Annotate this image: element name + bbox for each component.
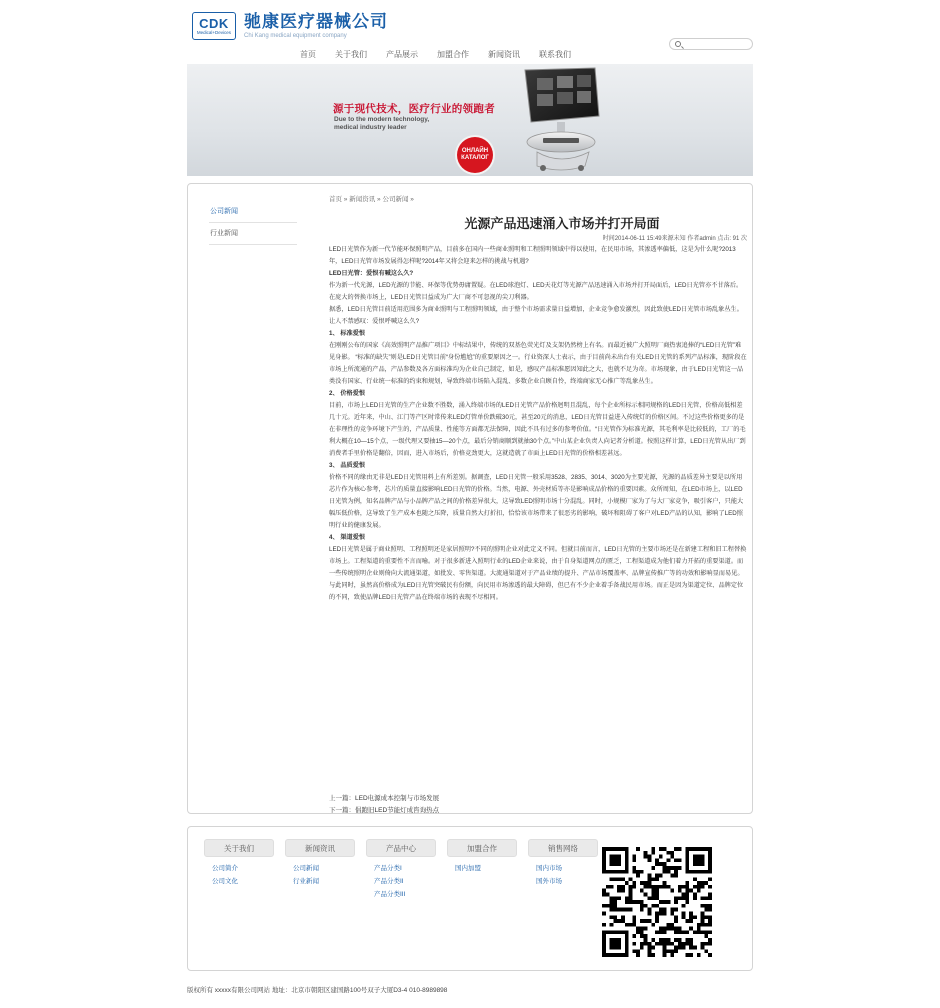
footer-link-list [366, 862, 436, 901]
qr-code-image [602, 847, 712, 957]
article-paragraph: 据悉，LED日光管目前适用范围多为商业照明与工程照明领域，由于整个市场需求量日益增加，企业竞争愈发激烈，因此致使LED日光管市场乱象丛生。让人不禁感叹：爱恨呼喊这么久? [329, 306, 743, 325]
company-name-en: Chi Kang medical equipment company [244, 33, 347, 39]
prev-article-link[interactable]: 上一篇：LED电源成本控制与市场发展 [329, 795, 440, 802]
logo-mark-text: CDK [199, 15, 229, 31]
hero-banner [187, 64, 753, 176]
footer-link[interactable]: 公司文化 [212, 878, 238, 885]
sidebar [209, 201, 297, 245]
main-nav [300, 49, 590, 61]
article-paragraph: LED日光管作为新一代节能环保照明产品，目前多在国内一些商业照明和工程照明领域中得以使用，在民用市场，其渗透率偏低，这是为什么呢?2013年，LED日光管市场发展得怎样呢?2014年又将会迎来怎样的挑战与机遇? [329, 246, 736, 265]
footer-link-list [528, 862, 598, 888]
banner-slogan-cn: 源于现代技术，医疗行业的领跑者 [333, 103, 495, 115]
copyright-text: 版权所有 xxxxx有限公司网站 地址：北京市朝阳区建国路100号双子大厦D3-4 010-8989898 [187, 987, 448, 994]
article-body [329, 244, 747, 604]
article-paragraph: 作为新一代光源，LED光源的节能、环保等优势毋庸置疑。在LED球泡灯、LED天花灯等光源产品迅速涌入市场并打开局面后，LED日光管亦不甘落后。在庞大的替换市场上，LED日光管目益成为广大厂商不可忽视的尖刀利器。 [329, 282, 743, 301]
article-paragraph: LED日光管是属于商业照明、工程照明还是家居照明?不同的照明企业对此定义不同。但就目前而言，LED日光管的主要市场还是在新建工程和旧工程替换市场上。工程渠道的重要性不言而喻。对于很多新进入照明行业的LED企业来说，由于自身渠道网点的匮乏，工程渠道成为他们着力开拓的重要渠道。而一些传统照明企业则倚向大流通渠道，如批发、零售渠道。大流通渠道对于产品业绩的提升、产品市场覆盖率、品牌宣传推广等的功效和影响显而易见。与此同时，虽然高价格成为LED日光管突破民有份额，向民用市场渗透的最大障碍，但已有不少企业着手备战民用市场。而正是因为渠道定位、品牌定位的不同，致使品牌LED日光管产品在终端市场的表现不尽相同。 [329, 546, 747, 601]
search-box[interactable] [669, 38, 753, 50]
footer-link[interactable]: 国内市场 [536, 865, 562, 872]
article-paragraph: 在刚刚公布的国家《高效照明产品推广项目》中标结果中，传统的双基色荧光灯及支架仍然榜上有名。而最近被广大照明厂商热衷追捧的“LED日光管”难见身影。 “标准的缺失”则是LED日光管目前“身份尴尬”的重要原因之一。行业资深人士表示，由于目前尚未出台有关LED日光管的系列产品标准，现阶段在市场上所流通的产品，产品参数及各方面标准均为企业自己制定，如是，感叹产品标准愿因知此之大，也就不足为奇。市场现象，由于LED日光管这一品类没有国家、行业统一标准的约束和规划，导致终端市场陷入混乱、多数企业自顾自怜，终端商家无心推广等乱象丛生。 [329, 342, 747, 385]
sidebar-item-company-news[interactable]: 公司新闻 [209, 201, 297, 223]
article-subheading: 1、 标准爱恨 [329, 330, 366, 337]
footer-link[interactable]: 产品分类II [374, 878, 404, 885]
article-paragraph: 价格不同的缘由无非是LED日光管用料上有所差别。据调查，LED日光管一般采用3528、2835、3014、3020为主要光源，光源的品质差异主要是以所用芯片作为核心参考，芯片的质量直接影响LED日光管的价格。当然，电源、外壳材质等亦是影响成品价格的重要因素。众所周知，在LED市场上，以LED日光管为例，知名品牌产品与小品牌产品之间的价格差异很大，这导致LED照明市场十分混乱。同时，小规模厂家为了与大厂家竞争，吸引客户，只能大幅压低价格，这导致了生产成本也随之压降，质量自然大打折扣，恰恰该市场带来了很恶劣的影响，破坏和阻碍了客户对LED产品的认知，影响了LED照明行业的健康发展。 [329, 474, 744, 529]
breadcrumb[interactable]: 首页 » 新闻资讯 » 公司新闻 » [329, 196, 414, 203]
footer-link[interactable]: 国外市场 [536, 878, 562, 885]
footer-column [285, 839, 355, 888]
footer-link[interactable]: 产品分类I [374, 865, 402, 872]
badge-line-2: КАТАЛОГ [461, 155, 489, 161]
logo-mark-sub: Medical+Devices [196, 29, 232, 35]
online-catalog-badge[interactable] [457, 137, 493, 173]
ultrasound-machine-image [497, 66, 617, 174]
nav-contact[interactable]: 联系我们 [539, 50, 571, 59]
footer-link[interactable]: 公司新闻 [293, 865, 319, 872]
banner-slogan-en: Due to the modern technology, medical industry leader [334, 116, 430, 131]
article-meta: 时间2014-06-11 15:49来源未知 作者admin 点击: 91 次 [602, 236, 747, 242]
article-title: 光源产品迅速涌入市场并打开局面 [464, 216, 660, 231]
prev-next-links [329, 793, 439, 817]
company-name-cn: 驰康医疗器械公司 [244, 12, 388, 31]
next-article-link[interactable]: 下一篇：倡跑旧LED节能灯成咨询热点 [329, 807, 440, 814]
footer-column [528, 839, 598, 888]
footer-column-heading[interactable]: 新闻资讯 [285, 839, 355, 857]
nav-home[interactable]: 首页 [300, 50, 316, 59]
footer-column-heading[interactable]: 产品中心 [366, 839, 436, 857]
footer-link-list [285, 862, 355, 888]
footer-link[interactable]: 行业新闻 [293, 878, 319, 885]
site-logo[interactable] [192, 12, 388, 40]
footer-column-heading[interactable]: 销售网络 [528, 839, 598, 857]
logo-text [244, 12, 388, 40]
nav-news[interactable]: 新闻资讯 [488, 50, 520, 59]
nav-products[interactable]: 产品展示 [386, 50, 418, 59]
footer-link[interactable]: 国内加盟 [455, 865, 481, 872]
footer-column-heading[interactable]: 关于我们 [204, 839, 274, 857]
footer-link-list [447, 862, 517, 875]
article-paragraph: 目前，市场上LED日光管的生产企业数不胜数，涌入终端市场的LED日光管产品价格迥明且混乱，每个企业所标示相同规格的LED日光管，价格高低相差几十元。近年来，中山、江门等产区时常传来LED灯管单价跌破30元，甚至20元的消息，LED日光管目益进入传统灯的价格区间。不过这些价格更多的是在非理性的竞争环境下产生的，产品质量、性能等方面都无法保障，因此不具有过多的参考价值。“日光管作为标准光源，其毛利率是比较低的，工厂的毛利大概在10—15个点，一级代理又要抽15—20个点，最后分销商顺到就抽30个点。”中山某企业负责人向记者分析道。按照这样计算，LED日光管从出厂到消费者手里价格是翻倍，因而，进入市场后，价格竞劲更大，这就造就了市面上LED日光管的价格相差甚远。 [329, 402, 746, 457]
footer-link[interactable]: 公司简介 [212, 865, 238, 872]
cdk-logo-mark [192, 12, 236, 40]
search-icon[interactable] [675, 41, 681, 47]
article-subheading: 2、 价格爱恨 [329, 390, 366, 397]
footer-column-heading[interactable]: 加盟合作 [447, 839, 517, 857]
footer-column [366, 839, 436, 901]
nav-franchise[interactable]: 加盟合作 [437, 50, 469, 59]
article-subheading: 4、 渠道爱恨 [329, 534, 366, 541]
search-input[interactable] [684, 39, 750, 49]
nav-about[interactable]: 关于我们 [335, 50, 367, 59]
footer-column [204, 839, 274, 888]
main-content-box [187, 183, 753, 814]
footer-link[interactable]: 产品分类III [374, 891, 406, 898]
article-subheading: LED日光管：爱恨有喊这么久? [329, 270, 414, 277]
site-header [187, 0, 753, 64]
article-subheading: 3、 品质爱恨 [329, 462, 366, 469]
article-area [329, 195, 747, 814]
badge-line-1: ОНЛАЙН [461, 148, 489, 154]
footer-link-list [204, 862, 274, 888]
footer-column [447, 839, 517, 875]
footer-links-box [187, 826, 753, 971]
sidebar-item-industry-news[interactable]: 行业新闻 [209, 223, 297, 245]
